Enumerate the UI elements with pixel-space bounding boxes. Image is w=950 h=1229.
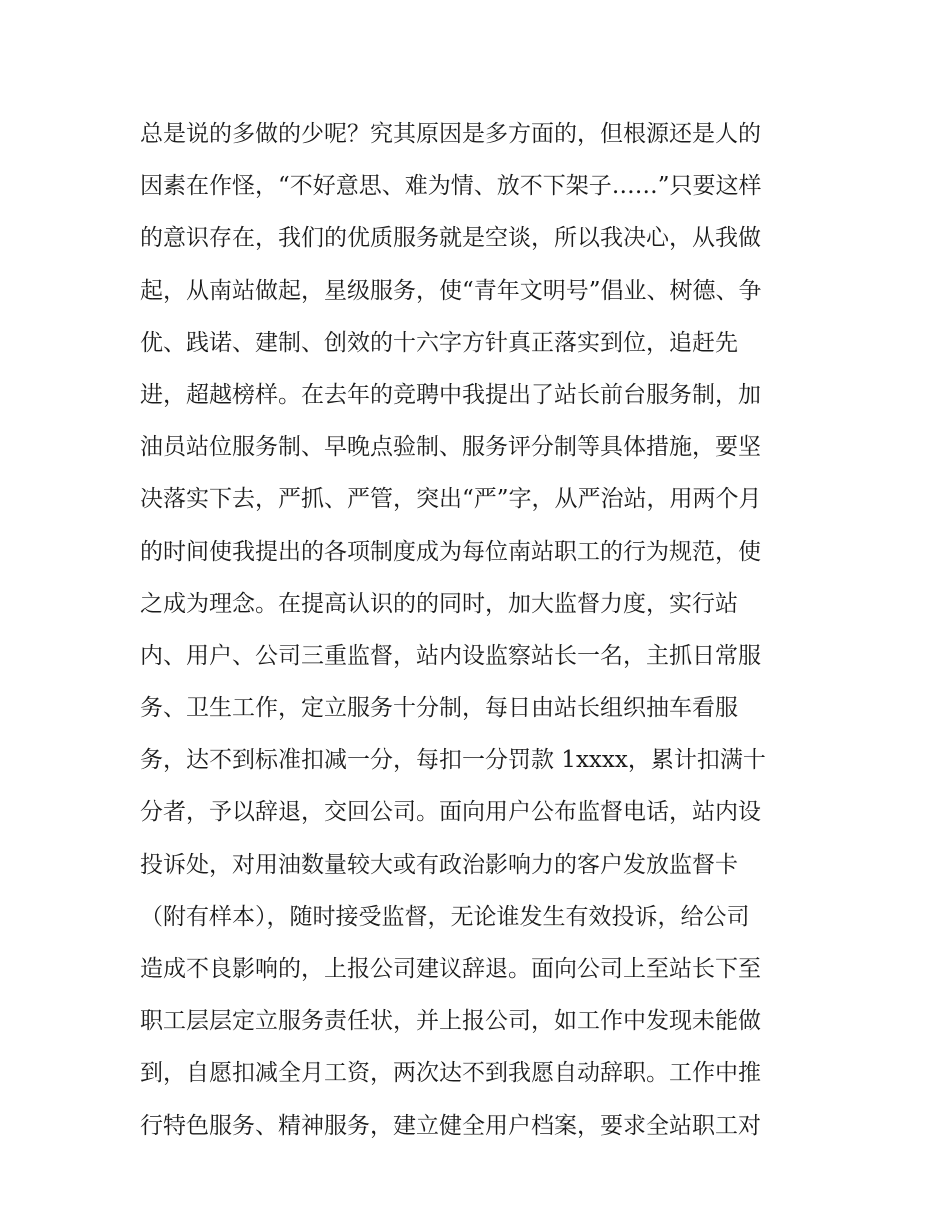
text-line: 的时间使我提出的各项制度成为每位南站职工的行为规范，使 bbox=[140, 538, 761, 565]
text-line: 进，超越榜样。在去年的竞聘中我提出了站长前台服务制，加 bbox=[140, 381, 761, 408]
text-line: 因素在作怪，“不好意思、难为情、放不下架子……”只要这样 bbox=[140, 173, 762, 200]
text-line: 职工层层定立服务责任状，并上报公司，如工作中发现未能做 bbox=[140, 1008, 761, 1035]
text-line: 务、卫生工作，定立服务十分制，每日由站长组织抽车看服 bbox=[140, 695, 738, 722]
text-line: 造成不良影响的，上报公司建议辞退。面向公司上至站长下至 bbox=[140, 956, 761, 982]
text-line: 的意识存在，我们的优质服务就是空谈，所以我决心，从我做 bbox=[140, 225, 761, 252]
text-line: 决落实下去，严抓、严管，突出“严”字，从严治站，用两个月 bbox=[140, 486, 762, 513]
text-line: 行特色服务、精神服务，建立健全用户档案，要求全站职工对 bbox=[140, 1112, 761, 1139]
text-line: 务，达不到标准扣减一分，每扣一分罚款 1xxxx，累计扣满十 bbox=[140, 747, 766, 774]
text-line: 内、用户、公司三重监督，站内设监察站长一名，主抓日常服 bbox=[140, 642, 761, 669]
text-line: 优、践诺、建制、创效的十六字方针真正落实到位，追赶先 bbox=[140, 329, 738, 356]
text-line: 投诉处，对用油数量较大或有政治影响力的客户发放监督卡 bbox=[140, 851, 738, 878]
text-line: 分者，予以辞退，交回公司。面向用户公布监督电话，站内设 bbox=[140, 799, 761, 826]
text-line: 起，从南站做起，星级服务，使“青年文明号”倡业、树德、争 bbox=[140, 277, 762, 304]
text-line: 油员站位服务制、早晚点验制、服务评分制等具体措施，要坚 bbox=[140, 434, 761, 461]
text-line: 之成为理念。在提高认识的的同时，加大监督力度，实行站 bbox=[140, 590, 738, 617]
text-line: （附有样本），随时接受监督，无论谁发生有效投诉，给公司 bbox=[140, 903, 750, 930]
body-paragraph bbox=[140, 108, 830, 1152]
text-line: 总是说的多做的少呢？究其原因是多方面的，但根源还是人的 bbox=[140, 121, 761, 147]
text-line: 到，自愿扣减全月工资，两次达不到我愿自动辞职。工作中推 bbox=[140, 1060, 761, 1087]
